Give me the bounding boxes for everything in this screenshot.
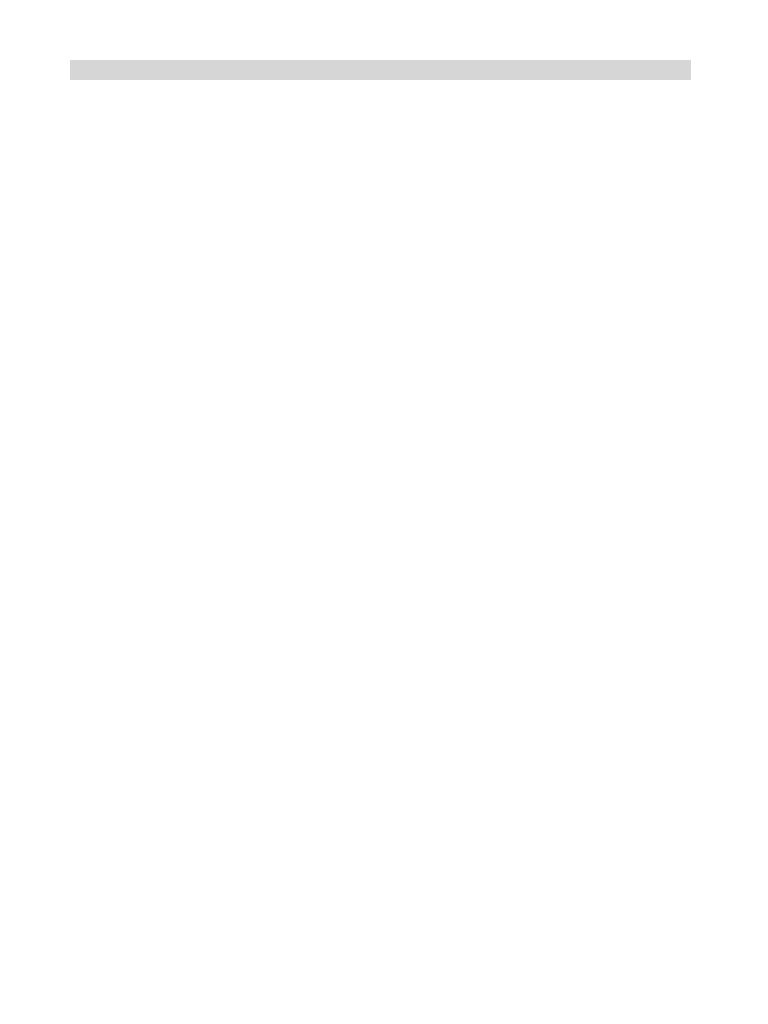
- section-header-bar: [70, 60, 691, 80]
